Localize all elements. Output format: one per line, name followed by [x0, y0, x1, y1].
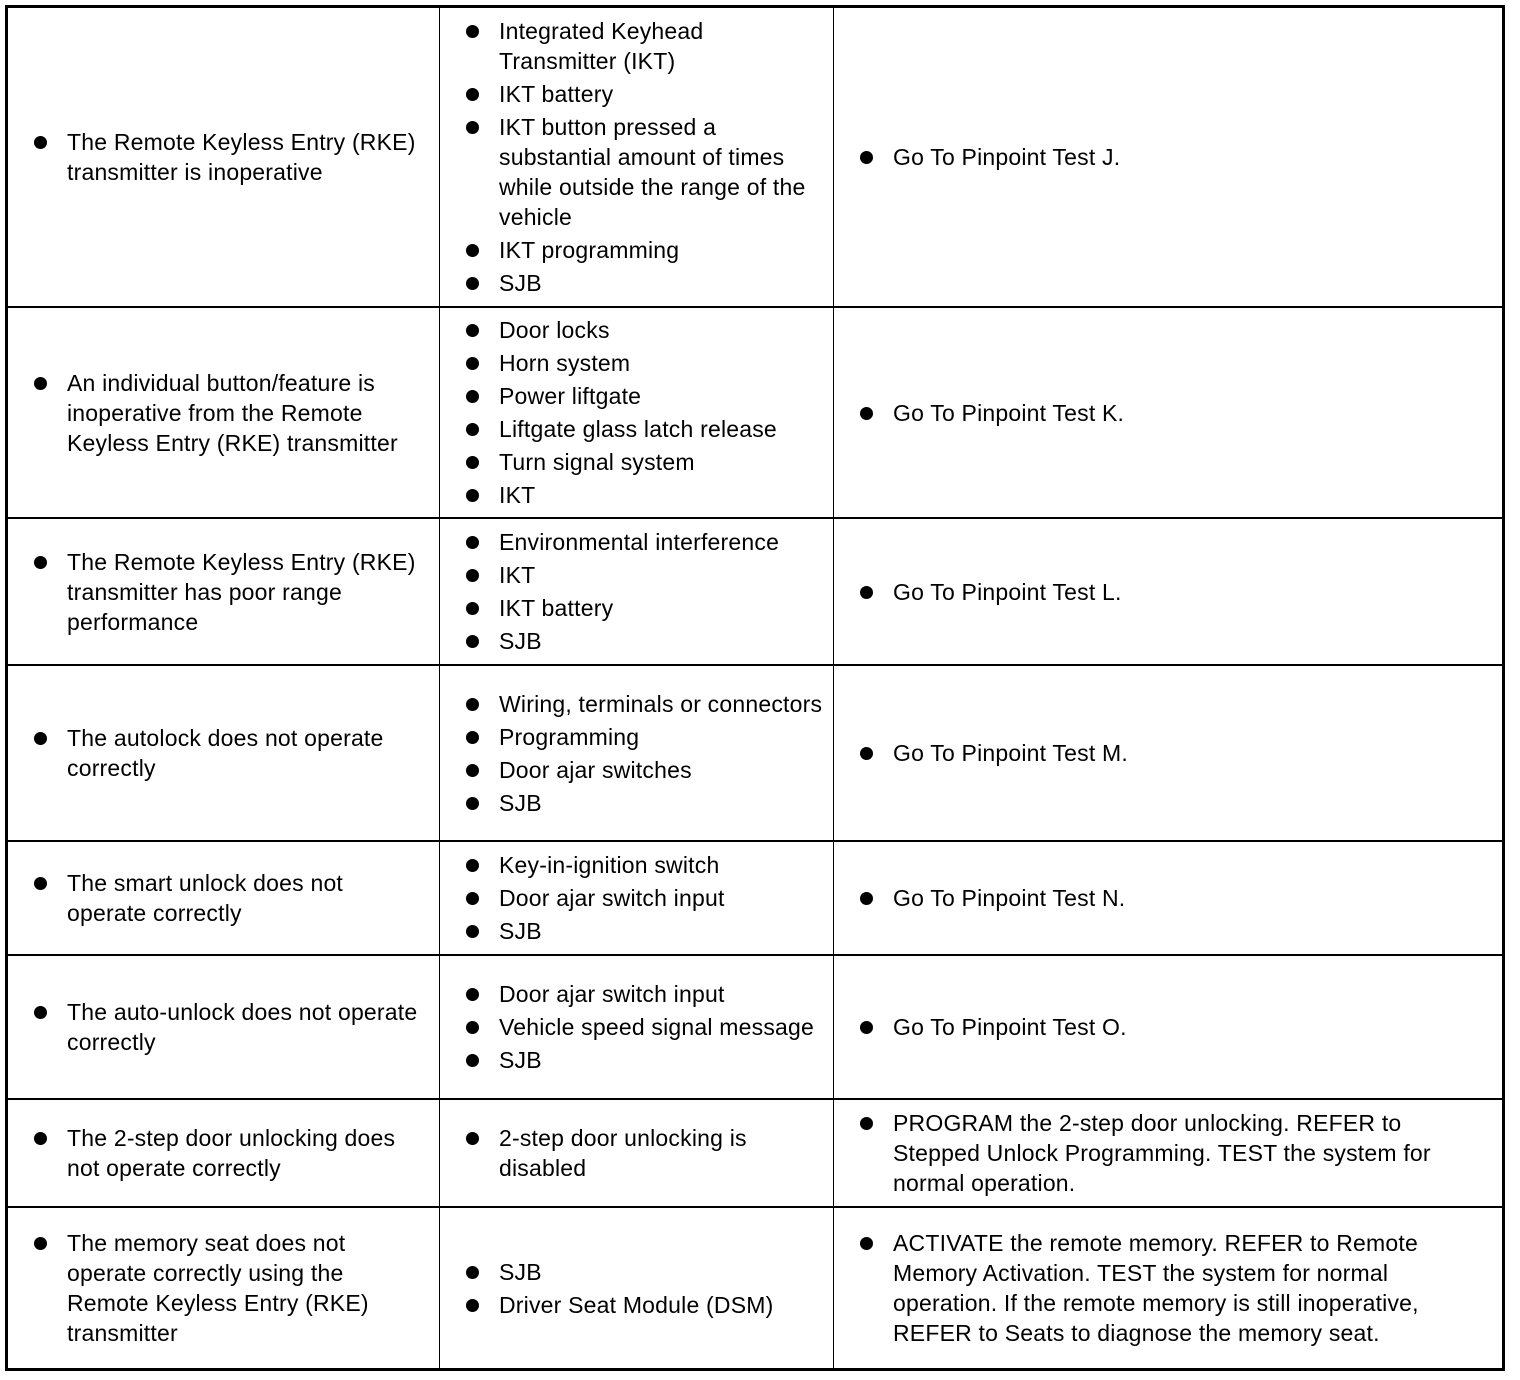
action-item: Go To Pinpoint Test K.: [834, 398, 1502, 428]
table-row: [8, 956, 1502, 1100]
possible-sources-cell: [440, 8, 834, 306]
bullet-icon: [34, 1006, 47, 1019]
possible-sources-cell: [440, 1208, 834, 1368]
symptom-cell: [8, 308, 440, 517]
table-row: [8, 8, 1502, 308]
action-item: Go To Pinpoint Test O.: [834, 1012, 1502, 1042]
bullet-icon: [466, 244, 479, 257]
source-item: IKT: [440, 560, 833, 590]
source-item: Programming: [440, 722, 833, 752]
bullet-icon: [466, 456, 479, 469]
bullet-icon: [466, 489, 479, 502]
table-row: [8, 1100, 1502, 1208]
bullet-icon: [466, 1299, 479, 1312]
bullet-icon: [466, 25, 479, 38]
bullet-icon: [466, 390, 479, 403]
symptom-item: The memory seat does not operate correctly using the Remote Keyless Entry (RKE) transmitter: [8, 1228, 439, 1348]
symptom-chart-table: [5, 5, 1505, 1371]
bullet-icon: [466, 925, 479, 938]
possible-sources-cell: [440, 666, 834, 840]
bullet-icon: [860, 747, 873, 760]
action-item: Go To Pinpoint Test N.: [834, 883, 1502, 913]
source-item: SJB: [440, 1045, 833, 1075]
symptom-cell: [8, 519, 440, 664]
symptom-item: The autolock does not operate correctly: [8, 723, 439, 783]
bullet-icon: [34, 556, 47, 569]
action-item: PROGRAM the 2-step door unlocking. REFER to Stepped Unlock Programming. TEST the system for normal operation.: [834, 1108, 1502, 1198]
source-item: Door locks: [440, 315, 833, 345]
bullet-icon: [466, 635, 479, 648]
action-cell: [834, 1208, 1502, 1368]
symptom-item: The Remote Keyless Entry (RKE) transmitter is inoperative: [8, 127, 439, 187]
source-item: Door ajar switches: [440, 755, 833, 785]
action-item: Go To Pinpoint Test M.: [834, 738, 1502, 768]
source-item: Key-in-ignition switch: [440, 850, 833, 880]
symptom-item: The 2-step door unlocking does not operate correctly: [8, 1123, 439, 1183]
source-item: IKT button pressed a substantial amount of times while outside the range of the vehicle: [440, 112, 833, 232]
source-item: Environmental interference: [440, 527, 833, 557]
table-row: [8, 308, 1502, 519]
symptom-item: The Remote Keyless Entry (RKE) transmitter has poor range performance: [8, 547, 439, 637]
bullet-icon: [466, 423, 479, 436]
source-item: Vehicle speed signal message: [440, 1012, 833, 1042]
bullet-icon: [34, 877, 47, 890]
possible-sources-cell: [440, 956, 834, 1098]
bullet-icon: [466, 1021, 479, 1034]
bullet-icon: [34, 732, 47, 745]
bullet-icon: [34, 1132, 47, 1145]
symptom-cell: [8, 842, 440, 954]
source-item: SJB: [440, 1257, 833, 1287]
bullet-icon: [466, 88, 479, 101]
bullet-icon: [466, 1132, 479, 1145]
symptom-item: An individual button/feature is inoperative from the Remote Keyless Entry (RKE) transmitter: [8, 368, 439, 458]
bullet-icon: [860, 1021, 873, 1034]
bullet-icon: [860, 1237, 873, 1250]
source-item: IKT battery: [440, 593, 833, 623]
source-item: Driver Seat Module (DSM): [440, 1290, 833, 1320]
bullet-icon: [860, 892, 873, 905]
source-item: 2-step door unlocking is disabled: [440, 1123, 833, 1183]
bullet-icon: [466, 569, 479, 582]
bullet-icon: [466, 602, 479, 615]
source-item: IKT battery: [440, 79, 833, 109]
bullet-icon: [466, 892, 479, 905]
source-item: SJB: [440, 626, 833, 656]
source-item: SJB: [440, 916, 833, 946]
action-cell: [834, 956, 1502, 1098]
bullet-icon: [466, 764, 479, 777]
possible-sources-cell: [440, 519, 834, 664]
bullet-icon: [466, 1054, 479, 1067]
source-item: Liftgate glass latch release: [440, 414, 833, 444]
table-row: [8, 519, 1502, 666]
possible-sources-cell: [440, 308, 834, 517]
bullet-icon: [466, 859, 479, 872]
table-row: [8, 666, 1502, 842]
possible-sources-cell: [440, 1100, 834, 1206]
bullet-icon: [466, 121, 479, 134]
source-item: Integrated Keyhead Transmitter (IKT): [440, 16, 833, 76]
bullet-icon: [860, 151, 873, 164]
symptom-item: The auto-unlock does not operate correctly: [8, 997, 439, 1057]
action-item: Go To Pinpoint Test L.: [834, 577, 1502, 607]
table-row: [8, 842, 1502, 956]
bullet-icon: [466, 324, 479, 337]
symptom-cell: [8, 1208, 440, 1368]
symptom-cell: [8, 1100, 440, 1206]
table-row: [8, 1208, 1502, 1368]
bullet-icon: [860, 407, 873, 420]
action-item: ACTIVATE the remote memory. REFER to Remote Memory Activation. TEST the system for normal operation. If the remote memory is still inoperative, REFER to Seats to diagnose the memory seat.: [834, 1228, 1502, 1348]
bullet-icon: [466, 1266, 479, 1279]
bullet-icon: [466, 277, 479, 290]
source-item: IKT: [440, 480, 833, 510]
action-cell: [834, 842, 1502, 954]
action-cell: [834, 519, 1502, 664]
bullet-icon: [466, 357, 479, 370]
source-item: Horn system: [440, 348, 833, 378]
bullet-icon: [466, 698, 479, 711]
symptom-cell: [8, 666, 440, 840]
symptom-item: The smart unlock does not operate correctly: [8, 868, 439, 928]
action-cell: [834, 308, 1502, 517]
source-item: SJB: [440, 788, 833, 818]
source-item: Turn signal system: [440, 447, 833, 477]
bullet-icon: [466, 536, 479, 549]
bullet-icon: [860, 1117, 873, 1130]
action-cell: [834, 666, 1502, 840]
bullet-icon: [34, 136, 47, 149]
bullet-icon: [466, 988, 479, 1001]
source-item: Wiring, terminals or connectors: [440, 689, 833, 719]
action-item: Go To Pinpoint Test J.: [834, 142, 1502, 172]
possible-sources-cell: [440, 842, 834, 954]
source-item: SJB: [440, 268, 833, 298]
source-item: Power liftgate: [440, 381, 833, 411]
action-cell: [834, 8, 1502, 306]
bullet-icon: [466, 797, 479, 810]
bullet-icon: [860, 586, 873, 599]
source-item: Door ajar switch input: [440, 979, 833, 1009]
symptom-cell: [8, 956, 440, 1098]
symptom-cell: [8, 8, 440, 306]
bullet-icon: [34, 1237, 47, 1250]
action-cell: [834, 1100, 1502, 1206]
source-item: Door ajar switch input: [440, 883, 833, 913]
source-item: IKT programming: [440, 235, 833, 265]
bullet-icon: [466, 731, 479, 744]
bullet-icon: [34, 377, 47, 390]
